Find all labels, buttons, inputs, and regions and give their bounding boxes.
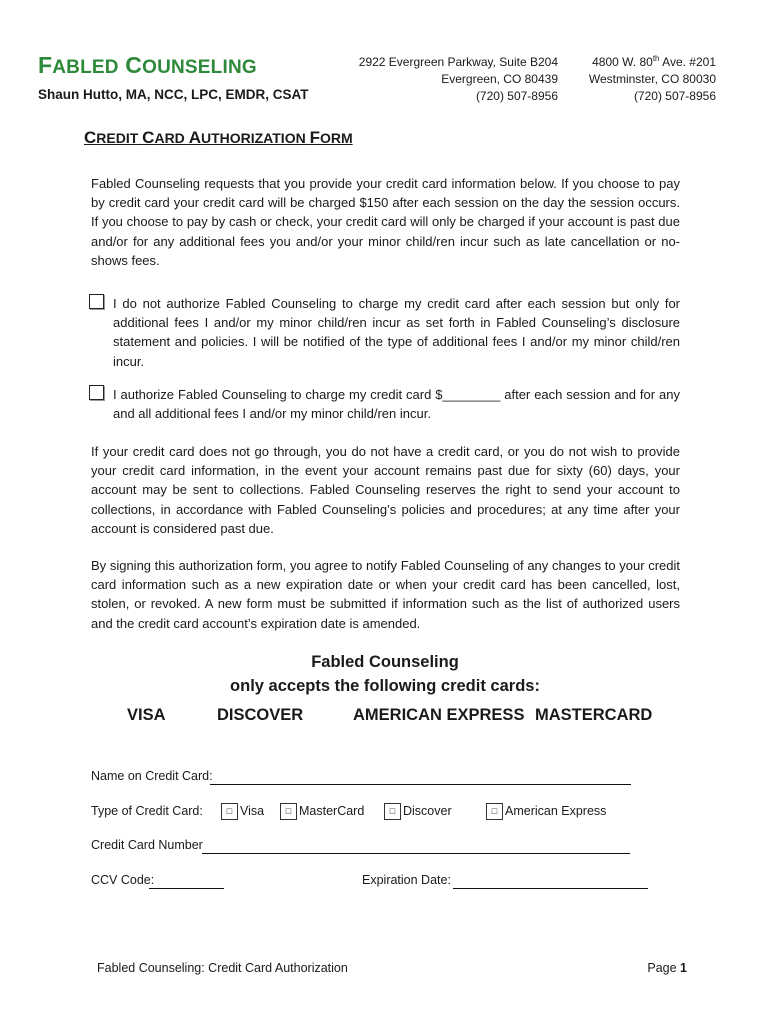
card-brand-discover: DISCOVER [217,706,304,724]
amex-option-label: American Express [505,804,607,818]
brand-logo-text [38,52,257,79]
address-line: 2922 Evergreen Parkway, Suite B204 [358,55,558,69]
card-number-field[interactable] [202,853,630,854]
title-word: ARD [154,130,189,146]
brand-initial: F [38,52,53,78]
phone-number: (720) 507-8956 [475,89,558,103]
mastercard-option-label: MasterCard [299,804,365,818]
amex-checkbox[interactable]: □ [486,803,503,820]
intro-paragraph: Fabled Counseling requests that you provide your credit card information below. If you choose to pay by credit card your credit card will be charged $150 after each session on the day the session occurs. If you choose to pay by cash or check, your credit card will only be charged if your account is past due and/or for any additional fees you and/or your minor child/ren incur such as late cancellation or no-shows fees. [91,176,680,268]
card-number-label: Credit Card Number [91,838,203,852]
collections-paragraph: If your credit card does not go through, you do not have a credit card, or you do not wish to provide your credit card information, in the event your account remains past due for sixty (60) days, your account may be sent to collections. Fabled Counseling reserves the right to send your account to collections, in accordance with Fabled Counseling’s policies and procedures; at any time after your account is considered past due. [91,444,680,536]
office-address-westminster [589,54,716,105]
phone-number: (720) 507-8956 [633,89,716,103]
page-number: 1 [680,961,687,975]
title-initial: C [142,128,155,147]
title-initial: F [309,128,320,147]
discover-checkbox[interactable]: □ [384,803,401,820]
card-brand-mastercard: MASTERCARD [535,706,653,724]
expiration-label: Expiration Date: [362,873,451,887]
discover-option-label: Discover [403,804,452,818]
address-line: Westminster, CO 80030 [588,72,716,86]
address-street: 4800 W. 80 [592,55,653,69]
option-text: I do not authorize Fabled Counseling to charge my credit card after each session but only for additional fees I and/or my minor child/ren incur as set forth in Fabled Counseling’s disclosure statement and policies. I will be notified of the type of additional fees I and/or my minor child/ren incur. [113,296,680,369]
option-text: I authorize Fabled Counseling to charge my credit card $________ after each session and for any and all additional fees I and/or my minor child/ren incur. [113,387,680,422]
page-indicator [647,961,687,975]
title-initial: A [188,128,201,147]
card-brand-amex: AMERICAN EXPRESS [353,706,525,724]
visa-checkbox[interactable]: □ [221,803,238,820]
visa-option-label: Visa [240,804,265,818]
title-word: REDIT [96,130,143,146]
card-type-label: Type of Credit Card: [91,804,203,818]
checkbox[interactable] [89,385,104,400]
title-word: ORM [319,130,353,146]
signing-paragraph: By signing this authorization form, you agree to notify Fabled Counseling of any changes to your credit card information such as a new expiration date or when your credit card has been cancelled, lost, stolen, or revoked. A new form must be submitted if information such as the list of authorized users and the credit card account’s expiration date is amended. [91,558,680,631]
clinician-name: Shaun Hutto, MA, NCC, LPC, EMDR, CSAT [38,87,309,102]
page-label: Page [647,961,681,975]
address-line: Evergreen, CO 80439 [441,72,558,86]
address-suite: Ave. #201 [659,55,716,69]
ccv-field[interactable] [149,888,224,889]
title-word: UTHORIZATION [200,130,310,146]
checkbox[interactable] [89,294,104,309]
brand-word: OUNSELING [142,57,257,78]
brand-word: ABLED [52,57,119,78]
name-on-card-field[interactable] [210,784,631,785]
ccv-label: CCV Code: [91,873,155,887]
authorization-option-fees-only[interactable] [89,294,680,371]
address-ordinal: th [652,54,660,63]
name-on-card-label: Name on Credit Card: [91,769,213,783]
footer-document-name: Fabled Counseling: Credit Card Authorization [97,961,348,975]
brand-initial: C [125,52,143,78]
mastercard-checkbox[interactable]: □ [280,803,297,820]
expiration-field[interactable] [453,888,648,889]
title-initial: C [84,128,97,147]
authorization-option-each-session[interactable] [89,385,680,423]
card-brand-visa: VISA [127,706,166,724]
accepted-cards-heading: Fabled Counseling [311,653,459,671]
address-line [589,54,716,71]
accepted-cards-subheading: only accepts the following credit cards: [230,677,540,695]
office-address-evergreen [359,54,558,105]
form-title [84,128,353,148]
